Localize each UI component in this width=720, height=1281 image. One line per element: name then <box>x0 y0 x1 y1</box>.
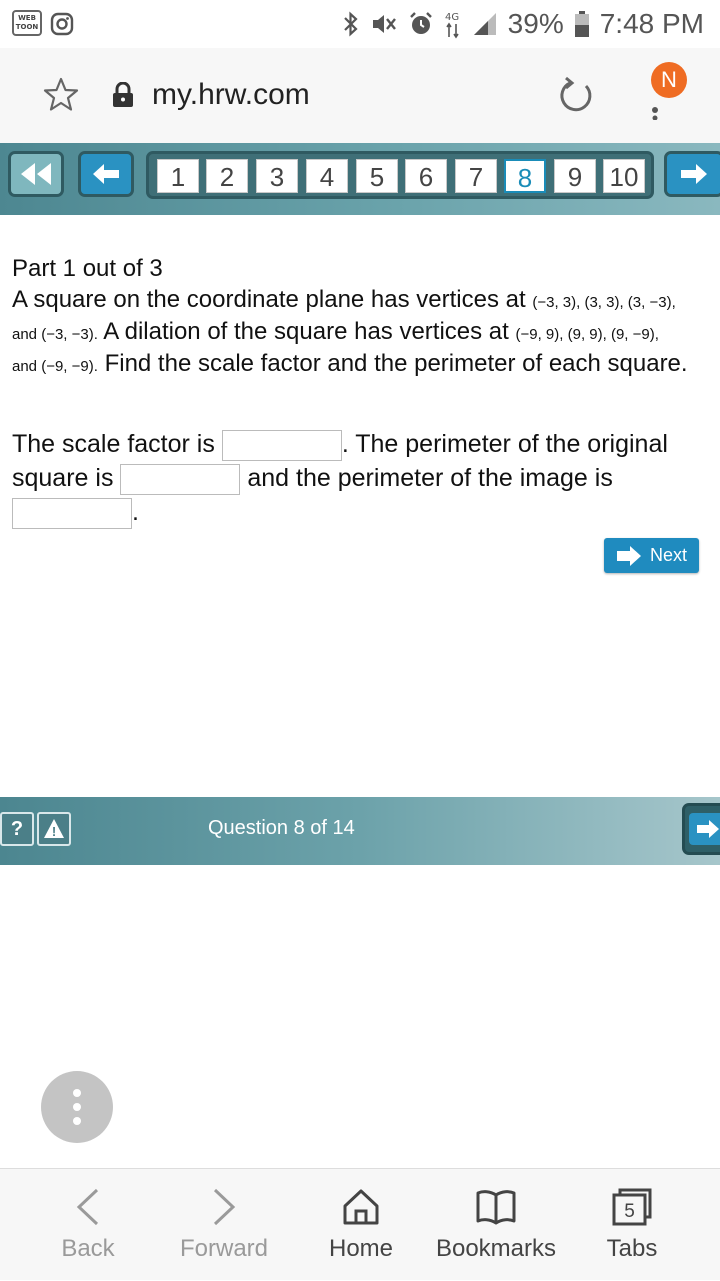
question-number-2[interactable]: 2 <box>206 159 248 193</box>
answer-area <box>12 427 712 529</box>
warning-button[interactable] <box>37 812 71 846</box>
signal-icon <box>472 11 498 37</box>
question-number-list <box>146 151 654 199</box>
question-number-8-current[interactable]: 8 <box>504 159 546 193</box>
status-bar <box>0 0 720 48</box>
svg-text:4G: 4G <box>444 12 459 23</box>
tabs-button[interactable] <box>592 1169 672 1281</box>
home-icon <box>341 1187 381 1227</box>
image-perimeter-input[interactable] <box>12 498 132 529</box>
problem-text-3: Find the scale factor and the perimeter of each square. <box>104 350 688 377</box>
warning-icon <box>43 818 65 840</box>
svg-text:!: ! <box>51 824 57 839</box>
back-label: Back <box>61 1235 115 1262</box>
tabs-label: Tabs <box>606 1235 658 1262</box>
question-number-5[interactable]: 5 <box>356 159 398 193</box>
browser-toolbar <box>0 48 720 143</box>
original-vertices-2: and (−3, −3). <box>12 326 98 343</box>
next-question-button[interactable] <box>664 151 720 197</box>
next-part-label: Next <box>649 545 687 565</box>
forward-label: Forward <box>179 1235 269 1262</box>
question-number-4[interactable]: 4 <box>306 159 348 193</box>
forward-button[interactable] <box>168 1169 280 1281</box>
floating-menu-button[interactable] <box>41 1071 113 1143</box>
lock-icon <box>112 82 134 108</box>
problem-text-2: A dilation of the square has vertices at <box>103 318 509 345</box>
question-number-10[interactable]: 10 <box>603 159 645 193</box>
bookmarks-label: Bookmarks <box>435 1235 557 1262</box>
bookmark-star-icon[interactable] <box>42 76 80 114</box>
home-button[interactable] <box>316 1169 406 1281</box>
answer-text-1: The scale factor is <box>12 430 215 458</box>
svg-text:5: 5 <box>624 1201 635 1222</box>
bookmarks-button[interactable] <box>432 1169 560 1281</box>
forward-chevron-icon <box>209 1187 239 1227</box>
part-label: Part 1 out of 3 <box>12 255 163 282</box>
original-perimeter-input[interactable] <box>120 464 240 495</box>
address-bar-url[interactable]: my.hrw.com <box>152 78 310 111</box>
clock-time: 7:48 PM <box>599 8 704 39</box>
bluetooth-icon <box>342 11 360 37</box>
footer-next-button[interactable] <box>682 803 720 855</box>
arrow-right-icon <box>689 811 720 847</box>
original-vertices-1: (−3, 3), (3, 3), (3, −3), <box>532 294 676 311</box>
mute-icon <box>370 11 398 37</box>
battery-icon <box>574 10 590 38</box>
rewind-icon <box>19 161 53 187</box>
arrow-left-icon <box>91 162 121 186</box>
webtoon-app-icon: WEB TOON <box>12 10 42 36</box>
back-chevron-icon <box>73 1187 103 1227</box>
network-4g-icon <box>444 9 462 39</box>
answer-text-4: and the perimeter of the image is <box>247 464 613 492</box>
help-button[interactable]: ? <box>0 812 34 846</box>
account-avatar[interactable]: N <box>651 62 687 98</box>
problem-statement <box>12 285 712 381</box>
instagram-icon <box>50 12 74 36</box>
question-number-9[interactable]: 9 <box>554 159 596 193</box>
answer-text-3: square is <box>12 464 114 492</box>
browser-bottom-bar <box>0 1168 720 1280</box>
bookmarks-book-icon <box>475 1187 517 1227</box>
previous-question-button[interactable] <box>78 151 134 197</box>
menu-dot <box>73 1089 81 1097</box>
answer-text-2: . The perimeter of the original <box>341 430 668 458</box>
question-footer-bar <box>0 797 720 865</box>
scale-factor-input[interactable] <box>222 430 342 461</box>
tabs-icon <box>611 1187 653 1227</box>
answer-text-5: . <box>132 498 139 526</box>
next-part-button[interactable] <box>604 538 699 573</box>
arrow-right-icon <box>679 162 709 186</box>
question-number-7[interactable]: 7 <box>455 159 497 193</box>
image-vertices-2: and (−9, −9). <box>12 358 98 375</box>
menu-dot <box>73 1117 81 1125</box>
battery-percent: 39% <box>507 8 564 39</box>
home-label: Home <box>328 1235 394 1262</box>
image-vertices-1: (−9, 9), (9, 9), (9, −9), <box>515 326 659 343</box>
problem-text-1: A square on the coordinate plane has vertices at <box>12 286 526 313</box>
menu-dot <box>73 1103 81 1111</box>
question-panel <box>0 215 720 797</box>
reload-icon[interactable] <box>556 76 596 116</box>
next-arrow-icon <box>616 545 642 567</box>
back-button[interactable] <box>40 1169 136 1281</box>
question-number-3[interactable]: 3 <box>256 159 298 193</box>
question-number-6[interactable]: 6 <box>405 159 447 193</box>
first-question-button[interactable] <box>8 151 64 197</box>
question-number-1[interactable]: 1 <box>157 159 199 193</box>
question-counter: Question 8 of 14 <box>208 817 355 839</box>
question-navigation-bar <box>0 143 720 215</box>
alarm-icon <box>408 11 434 37</box>
